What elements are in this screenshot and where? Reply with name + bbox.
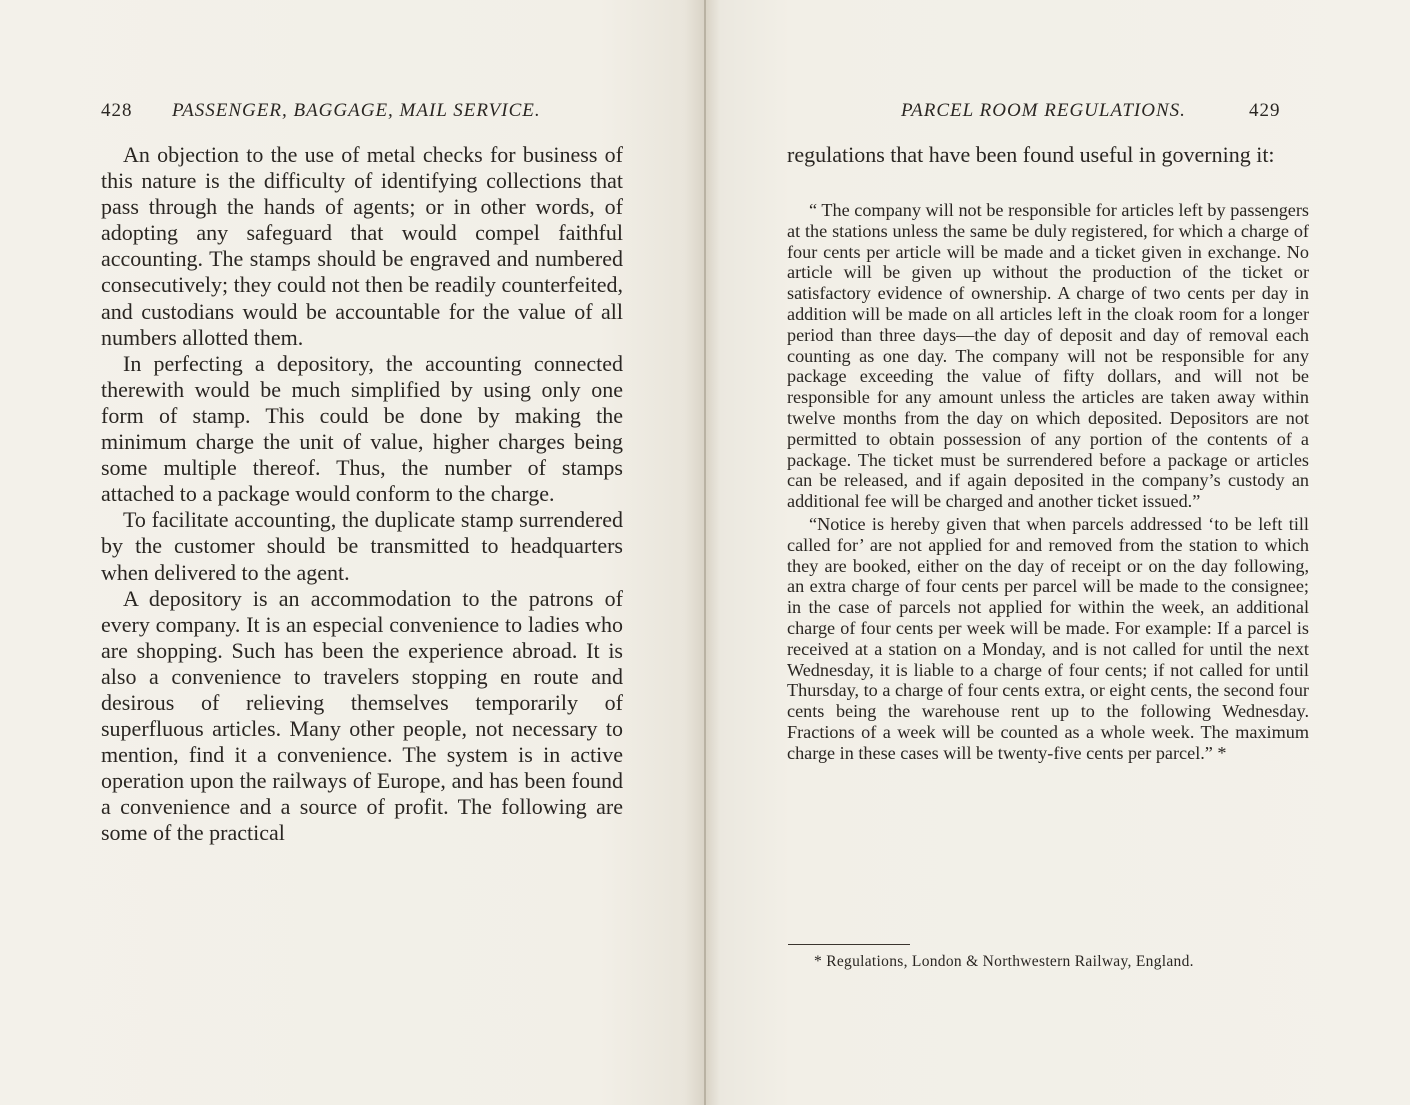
paragraph: To facilitate accounting, the duplicate stamp surrendered by the customer should be transmitted to headquarters when delivered to the agent. xyxy=(101,507,623,585)
continuation-paragraph: regulations that have been found useful in governing it: xyxy=(787,142,1275,167)
paragraph: An objection to the use of metal checks for business of this nature is the difficulty of identifying collections that pass through the hands of agents; or in other words, of adopting any safeguard that would compel faithful accounting. The stamps should be engraved and numbered consecutively; they could not then be readily counterfeited, and custodians would be accountable for the value of all numbers allotted them. xyxy=(101,142,623,350)
regulations-quote xyxy=(787,200,1309,764)
quote-paragraph: “ The company will not be responsible for articles left by passengers at the stations unless the same be duly registered, for which a charge of four cents per article will be made and a ticket given in exchange. No article will be given up without the production of the ticket or satisfactory evidence of ownership. A charge of two cents per day in addition will be made on all articles left in the cloak room for a longer period than three days—the day of deposit and day of removal each counting as one day. The company will not be responsible for any package exceeding the value of fifty dollars, and will not be responsible for any amount unless the articles are taken away within twelve months from the day on which deposited. Depositors are not permitted to obtain possession of any portion of the contents of a package. The ticket must be surrendered before a package or articles can be released, and if again deposited in the company’s custody an additional fee will be charged and another ticket issued.” xyxy=(787,200,1309,512)
left-running-title: PASSENGER, BAGGAGE, MAIL SERVICE. xyxy=(172,100,541,121)
right-running-title: PARCEL ROOM REGULATIONS. xyxy=(901,100,1186,121)
quote-paragraph: “Notice is hereby given that when parcels addressed ‘to be left till called for’ are not applied for and removed from the station to which they are booked, either on the day of receipt or on the day following, an extra charge of four cents per parcel will be made to the consignee; in the case of parcels not applied for within the week, an additional charge of four cents per week will be made. For example: If a parcel is received at a station on a Monday, and is not called for until the next Wednesday, it is liable to a charge of four cents; if not called for until Thursday, to a charge of four cents extra, or eight cents, the second four cents being the warehouse rent up to the following Wednesday. Fractions of a week will be counted as a whole week. The maximum charge in these cases will be twenty-five cents per parcel.” * xyxy=(787,513,1309,763)
footnote: * Regulations, London & Northwestern Railway, England. xyxy=(814,953,1194,970)
right-page-number: 429 xyxy=(1249,100,1281,121)
footnote-rule xyxy=(788,944,910,945)
paragraph: A depository is an accommodation to the patrons of every company. It is an especial convenience to ladies who are shopping. Such has been the experience abroad. It is also a convenience to travelers stopping en route and desirous of relieving themselves temporarily of superfluous articles. Many other people, not necessary to mention, find it a convenience. The system is in active operation upon the railways of Europe, and has been found a convenience and a source of profit. The following are some of the practical xyxy=(101,585,623,846)
right-page xyxy=(706,0,1410,1105)
paragraph: In perfecting a depository, the accounting connected therewith would be much simplified by using only one form of stamp. This could be done by making the minimum charge the unit of value, higher charges being some multiple thereof. Thus, the number of stamps attached to a package would conform to the charge. xyxy=(101,350,623,507)
left-body-text xyxy=(101,142,623,847)
left-page-number: 428 xyxy=(101,100,133,121)
right-body-text xyxy=(787,142,1309,168)
